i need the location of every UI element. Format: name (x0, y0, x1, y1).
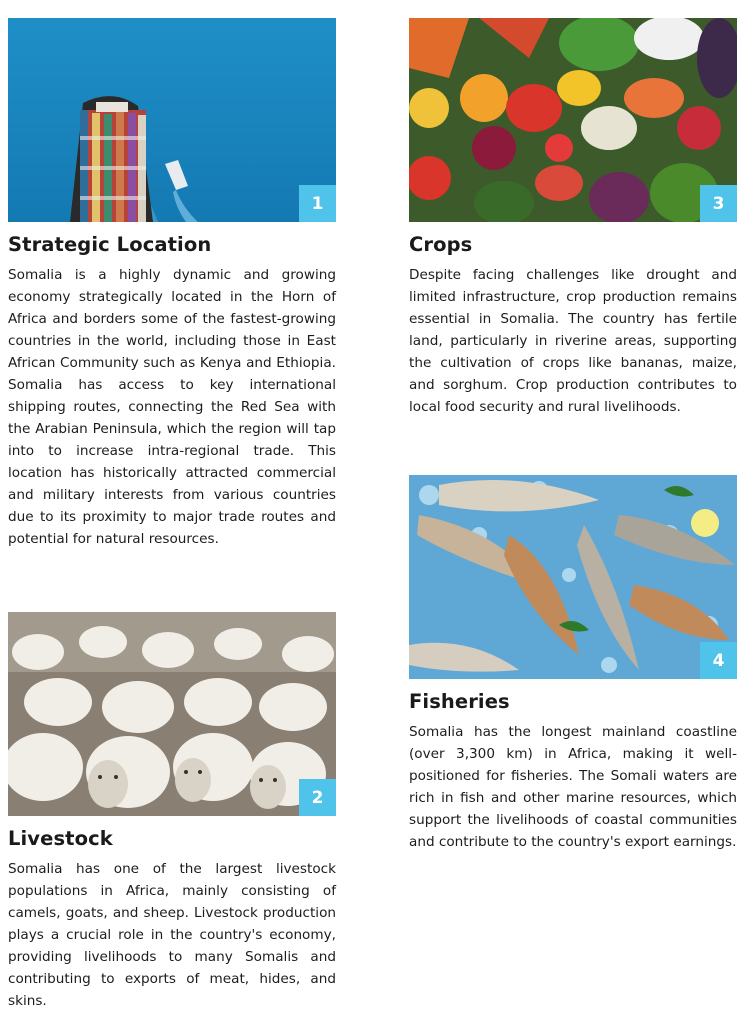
section-crops (409, 18, 737, 418)
section-number-badge: 1 (299, 185, 336, 222)
vegetables-photo (409, 18, 737, 222)
section-title: Strategic Location (8, 233, 212, 256)
section-body: Somalia is a highly dynamic and growing economy strategically located in the Horn of Africa and borders some of the fastest-growing countries in the world, including those in East African Community such as Kenya and Ethiopia. Somalia has access to key international shipping routes, connecting the Red Sea with the Arabian Peninsula, which the region will tap into to increase intra-regional trade. This location has historically attracted commercial and military interests from various countries due to its proximity to major trade routes and potential for natural resources. (8, 267, 336, 547)
section-fisheries (409, 475, 737, 853)
section-number-badge: 2 (299, 779, 336, 816)
fish-on-ice-photo (409, 475, 737, 679)
section-number-badge: 4 (700, 642, 737, 679)
section-body: Despite facing challenges like drought and limited infrastructure, crop production remains essential in Somalia. The country has fertile land, particularly in riverine areas, supporting the cultivation of crops like bananas, maize, and sorghum. Crop production contributes to local food security and rural livelihoods. (409, 267, 737, 415)
container-ship-photo (8, 18, 336, 222)
section-livestock (8, 612, 336, 1012)
section-body: Somalia has one of the largest livestock populations in Africa, mainly consisting of camels, goats, and sheep. Livestock production plays a crucial role in the country's economy, providing livelihoods to many Somalis and contributing to exports of meat, hides, and skins. (8, 861, 336, 1009)
section-title: Fisheries (409, 690, 510, 713)
cattle-herd-photo (8, 612, 336, 816)
section-title: Livestock (8, 827, 113, 850)
section-title: Crops (409, 233, 473, 256)
section-number-badge: 3 (700, 185, 737, 222)
section-body: Somalia has the longest mainland coastline (over 3,300 km) in Africa, making it well-positioned for fisheries. The Somali waters are rich in fish and other marine resources, which support the livelihoods of coastal communities and contribute to the country's export earnings. (409, 724, 737, 850)
section-strategic-location (8, 18, 336, 550)
